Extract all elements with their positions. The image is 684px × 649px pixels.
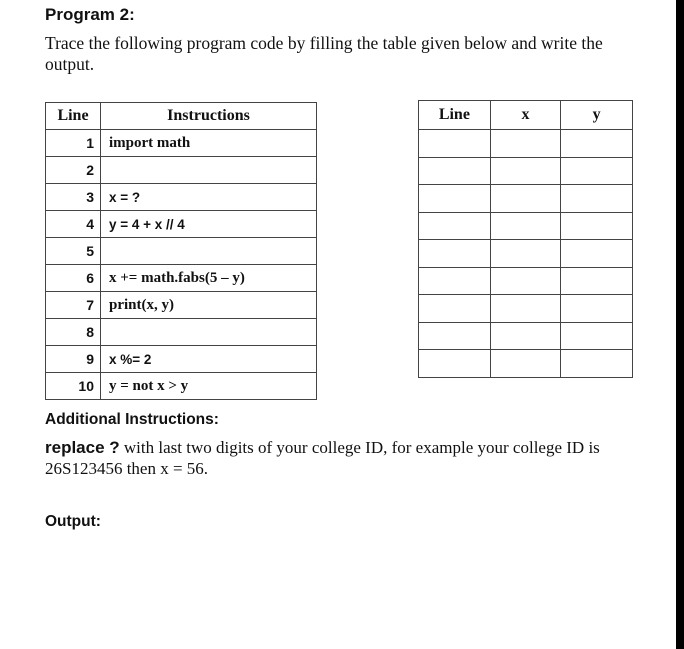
line-number: 9	[46, 346, 101, 373]
table-row	[46, 130, 317, 157]
trace-cell-x[interactable]	[490, 212, 561, 240]
trace-cell-line[interactable]	[419, 350, 491, 378]
trace-cell-line[interactable]	[419, 185, 491, 213]
table-row	[46, 373, 317, 400]
trace-cell-line[interactable]	[419, 212, 491, 240]
table-row	[46, 157, 317, 184]
replace-text: with last two digits of your college ID, for example your college ID is 26S123456 then x = 56.	[45, 438, 600, 478]
trace-cell-line[interactable]	[419, 157, 491, 185]
trace-cell-y[interactable]	[561, 130, 633, 158]
trace-cell-x[interactable]	[490, 267, 561, 295]
trace-row	[419, 212, 633, 240]
program-heading: Program 2:	[45, 5, 135, 24]
trace-row	[419, 240, 633, 268]
instruction-code	[101, 319, 317, 346]
trace-cell-line[interactable]	[419, 267, 491, 295]
trace-cell-y[interactable]	[561, 240, 633, 268]
trace-row	[419, 350, 633, 378]
trace-cell-x[interactable]	[490, 322, 561, 350]
trace-cell-y[interactable]	[561, 295, 633, 323]
trace-row	[419, 267, 633, 295]
trace-table	[418, 100, 633, 378]
line-number: 6	[46, 265, 101, 292]
trace-header-row	[419, 101, 633, 130]
header-line: Line	[46, 103, 101, 130]
trace-row	[419, 185, 633, 213]
instruction-code: y = 4 + x // 4	[101, 211, 317, 238]
trace-cell-y[interactable]	[561, 185, 633, 213]
trace-cell-y[interactable]	[561, 267, 633, 295]
line-number: 2	[46, 157, 101, 184]
table-row	[46, 265, 317, 292]
trace-cell-line[interactable]	[419, 295, 491, 323]
replace-instruction	[45, 437, 645, 479]
trace-cell-y[interactable]	[561, 157, 633, 185]
line-number: 7	[46, 292, 101, 319]
instruction-code: x += math.fabs(5 – y)	[101, 265, 317, 292]
trace-cell-line[interactable]	[419, 240, 491, 268]
trace-cell-y[interactable]	[561, 212, 633, 240]
trace-row	[419, 295, 633, 323]
trace-header-x: x	[490, 101, 561, 130]
table-row	[46, 319, 317, 346]
trace-cell-x[interactable]	[490, 157, 561, 185]
trace-cell-x[interactable]	[490, 350, 561, 378]
right-edge-bar	[676, 0, 684, 649]
trace-header-line: Line	[419, 101, 491, 130]
trace-cell-y[interactable]	[561, 322, 633, 350]
trace-cell-x[interactable]	[490, 130, 561, 158]
trace-cell-x[interactable]	[490, 295, 561, 323]
additional-instructions-heading: Additional Instructions:	[45, 411, 219, 428]
line-number: 8	[46, 319, 101, 346]
trace-row	[419, 322, 633, 350]
trace-cell-line[interactable]	[419, 130, 491, 158]
line-number: 3	[46, 184, 101, 211]
output-label: Output:	[45, 513, 101, 530]
trace-cell-x[interactable]	[490, 185, 561, 213]
intro-text: Trace the following program code by filling the table given below and write the output.	[45, 33, 603, 74]
instruction-code: x = ?	[101, 184, 317, 211]
table-row	[46, 184, 317, 211]
trace-header-y: y	[561, 101, 633, 130]
instruction-code	[101, 238, 317, 265]
instruction-code: import math	[101, 130, 317, 157]
trace-row	[419, 130, 633, 158]
instruction-code: print(x, y)	[101, 292, 317, 319]
line-number: 4	[46, 211, 101, 238]
replace-keyword: replace ?	[45, 438, 120, 457]
instruction-code: x %= 2	[101, 346, 317, 373]
instruction-code	[101, 157, 317, 184]
table-row	[46, 292, 317, 319]
trace-cell-x[interactable]	[490, 240, 561, 268]
trace-cell-line[interactable]	[419, 322, 491, 350]
line-number: 10	[46, 373, 101, 400]
trace-cell-y[interactable]	[561, 350, 633, 378]
instructions-header-row	[46, 103, 317, 130]
instruction-code: y = not x > y	[101, 373, 317, 400]
table-row	[46, 238, 317, 265]
header-instructions: Instructions	[101, 103, 317, 130]
table-row	[46, 211, 317, 238]
trace-row	[419, 157, 633, 185]
instructions-table	[45, 102, 317, 400]
line-number: 1	[46, 130, 101, 157]
table-row	[46, 346, 317, 373]
line-number: 5	[46, 238, 101, 265]
